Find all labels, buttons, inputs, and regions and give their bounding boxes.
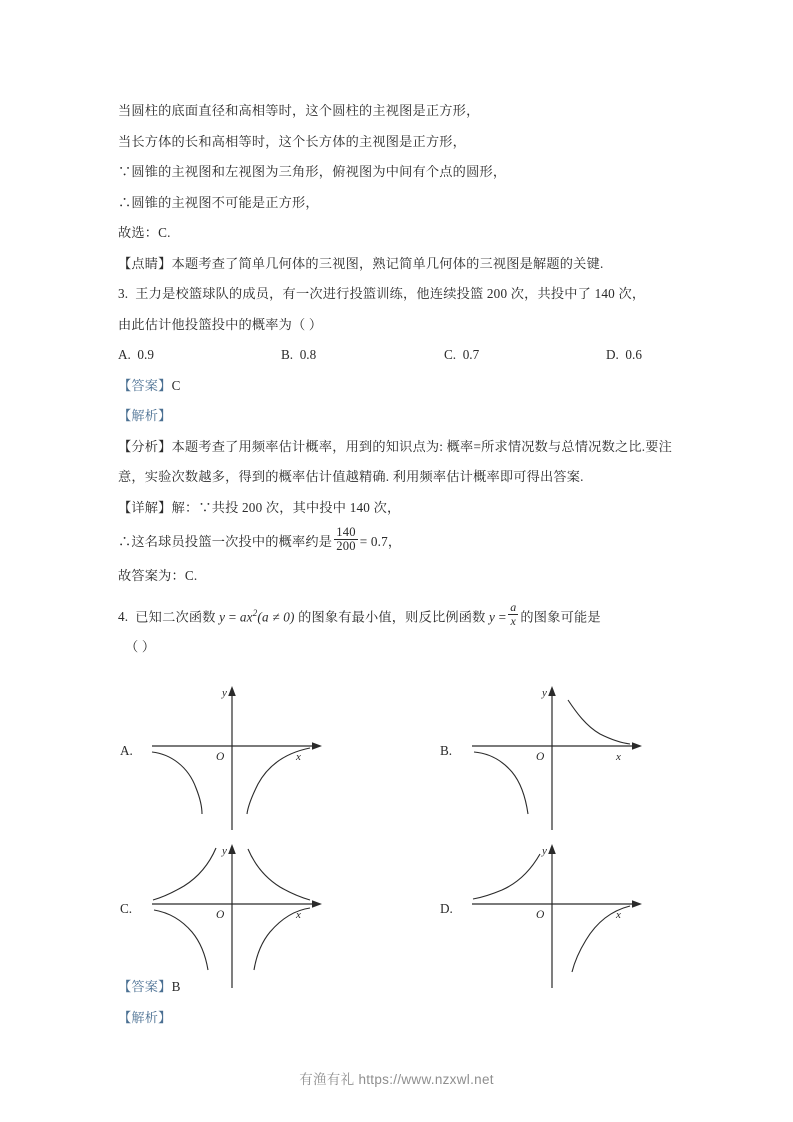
- inverse-equals: =: [498, 608, 507, 624]
- branch-q3-b: [474, 752, 528, 814]
- question-3-answer-line: [118, 371, 682, 402]
- question-4-stem-suffix: 的图象可能是: [520, 608, 601, 624]
- document-body: [118, 96, 682, 663]
- x-label-c: x: [296, 909, 301, 921]
- x-label-a: x: [296, 751, 301, 763]
- question-3-analysis-label: 【分析】: [118, 438, 172, 454]
- y-axis-arrow-b: [548, 686, 556, 696]
- question-4-answer-line: [118, 972, 682, 1003]
- branch-q4-c: [254, 908, 310, 970]
- question-3-number: 3.: [118, 286, 129, 301]
- question-3-detail-lead: 解：∵共投 200 次，其中投中 140 次，: [171, 499, 401, 515]
- x-axis-arrow-a: [312, 742, 322, 750]
- question-3-analysis-line: [118, 432, 682, 493]
- watermark-url: https://www.nzxwl.net: [358, 1072, 494, 1087]
- watermark: [0, 1068, 793, 1088]
- question-3-answer-label: 【答案】: [118, 377, 172, 393]
- prev-tip-text: 本题考查了简单几何体的三视图，熟记简单几何体的三视图是解题的关键.: [171, 255, 604, 271]
- question-3-stem-text-1: 王力是校篮球队的成员，有一次进行投篮训练，他连续投篮 200 次，共投中了 140 次，: [135, 286, 646, 301]
- detail-conclusion-prefix: ∴这名球员投篮一次投中的概率约是: [118, 534, 333, 549]
- option-d-value: 0.6: [625, 347, 642, 362]
- graph-option-d-label: D.: [440, 901, 453, 916]
- y-label-a: y: [222, 687, 227, 699]
- question-3-option-c[interactable]: [444, 340, 479, 371]
- branch-q4-d: [572, 906, 630, 972]
- origin-label-b: O: [536, 751, 545, 763]
- x-axis-arrow-c: [312, 900, 322, 908]
- prev-solution-line-1: 当圆柱的底面直径和高相等时，这个圆柱的主视图是正方形，: [118, 103, 480, 118]
- question-4-stem-mid: 的图象有最小值，则反比例函数: [298, 608, 486, 624]
- question-3-analysis-text: 本题考查了用频率估计概率，用到的知识点为: 概率=所求情况数与总情况数之比.要注意，实验次数越多，得到的概率估计值越精确. 利用频率估计概率即可得出答案.: [118, 438, 673, 484]
- quadratic-exponent: 2: [252, 607, 258, 618]
- quadratic-condition: (a ≠ 0): [257, 608, 295, 624]
- x-axis-arrow-b: [632, 742, 642, 750]
- question-4-analysis-header: 【解析】: [118, 1009, 172, 1025]
- graph-option-a-label: A.: [120, 743, 133, 758]
- quadratic-equals: =: [228, 608, 237, 624]
- branch-q3-c: [154, 910, 208, 970]
- branch-q2-c: [153, 848, 216, 900]
- inverse-fraction: [508, 601, 518, 628]
- detail-tail: ，: [387, 534, 402, 549]
- y-axis-arrow-c: [228, 844, 236, 854]
- inverse-denominator: x: [508, 614, 518, 628]
- question-3-stem-line-1: [118, 279, 682, 310]
- branch-q2-d: [473, 854, 540, 899]
- question-3-detail-line: [118, 493, 682, 524]
- question-3-answer-value: C: [171, 377, 181, 393]
- graph-option-b-label: B.: [440, 743, 453, 758]
- watermark-brand: 有渔有礼: [299, 1072, 355, 1087]
- option-b-value: 0.8: [299, 347, 317, 362]
- graph-option-b[interactable]: [438, 682, 728, 837]
- question-4-stem-line: [118, 598, 682, 633]
- question-4-answer-label: 【答案】: [118, 979, 172, 994]
- x-axis-arrow-d: [632, 900, 642, 908]
- detail-equals: = 0.7: [359, 534, 388, 549]
- y-label-c: y: [222, 845, 227, 857]
- option-c-label: C.: [444, 347, 457, 362]
- x-label-b: x: [616, 751, 621, 763]
- question-3-option-d[interactable]: [606, 340, 642, 371]
- prev-solution-line-5: 故选：C.: [118, 225, 171, 240]
- y-label-d: y: [542, 845, 547, 857]
- y-axis-arrow-a: [228, 686, 236, 696]
- prev-tip-line: [118, 249, 682, 280]
- inverse-y: y: [489, 608, 496, 624]
- question-4-paren: （ ）: [125, 639, 156, 655]
- quadratic-x: x: [246, 608, 253, 624]
- y-axis-arrow-d: [548, 844, 556, 854]
- inverse-numerator: a: [510, 600, 517, 615]
- fraction-numerator: 140: [336, 524, 356, 539]
- graph-option-a[interactable]: [118, 682, 408, 837]
- quadratic-a: a: [239, 608, 247, 624]
- question-4-stem-prefix: 已知二次函数: [135, 608, 216, 624]
- question-4-number: 4.: [118, 608, 129, 624]
- origin-label-d: O: [536, 909, 545, 921]
- prev-solution-line-2: 当长方体的长和高相等时，这个长方体的主视图是正方形，: [118, 133, 467, 149]
- prev-tip-label: 【点睛】: [118, 255, 172, 271]
- question-3-detail-conclusion: [118, 523, 682, 561]
- origin-label-c: O: [216, 909, 225, 921]
- question-3-option-b[interactable]: [281, 340, 316, 371]
- graph-option-c-label: C.: [120, 901, 133, 916]
- question-4-paren-line: [118, 632, 682, 663]
- question-3-detail-label: 【详解】: [118, 499, 172, 515]
- graph-a-svg: [144, 682, 384, 837]
- branch-q1-b: [568, 700, 630, 744]
- question-3-stem-line-2: 由此估计他投篮投中的概率为（ ）: [118, 316, 323, 332]
- prev-solution-line-4: ∴圆锥的主视图不可能是正方形，: [118, 194, 319, 210]
- question-3-detail-final: 故答案为：C.: [118, 568, 198, 583]
- fraction-denominator: 200: [336, 539, 356, 554]
- y-label-b: y: [542, 687, 547, 699]
- option-a-label: A.: [118, 347, 131, 362]
- origin-label-a: O: [216, 751, 225, 763]
- question-3-options: [118, 340, 682, 371]
- question-3-option-a[interactable]: [118, 340, 154, 371]
- question-4-answer-block: [118, 972, 682, 1033]
- question-4-answer-value: B: [171, 979, 181, 994]
- x-label-d: x: [616, 909, 621, 921]
- question-3-analysis-header: 【解析】: [118, 408, 172, 423]
- branch-q3-a: [152, 752, 202, 814]
- graph-b-svg: [464, 682, 704, 837]
- probability-fraction: [334, 526, 358, 554]
- quadratic-y: y: [219, 608, 226, 624]
- prev-solution-line-3: ∵圆锥的主视图和左视图为三角形，俯视图为中间有个点的圆形，: [118, 164, 507, 179]
- option-a-value: 0.9: [137, 347, 154, 362]
- branch-q1-c: [248, 849, 310, 900]
- option-d-label: D.: [606, 347, 619, 362]
- option-b-label: B.: [281, 347, 294, 362]
- option-c-value: 0.7: [462, 347, 480, 362]
